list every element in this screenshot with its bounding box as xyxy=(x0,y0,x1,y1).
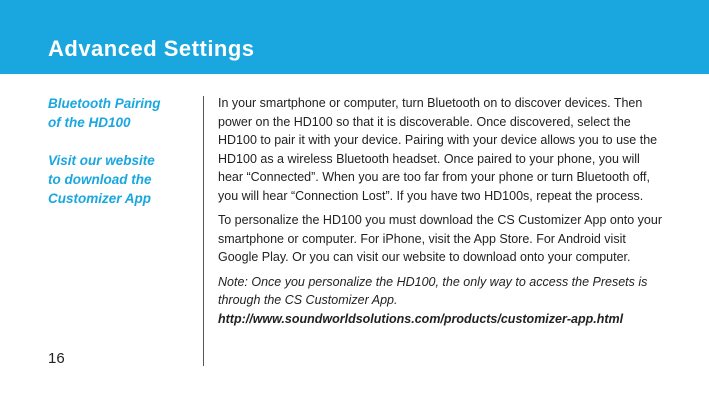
customizer-app-link[interactable]: http://www.soundworldsolutions.com/products/customizer-app.html xyxy=(218,311,624,326)
column-divider xyxy=(203,96,204,366)
paragraph-bluetooth-pairing: In your smartphone or computer, turn Bluetooth on to discover devices. Then power on the HD100 so that it is discoverable. Once discovered, select the HD100 to pair it with your device. Pairing with your device allows you to use the HD100 as a wireless Bluetooth headset. Once paired to your phone, you will hear “Connected”. When you are too far from your phone or turn Bluetooth off, you will hear “Connection Lost”. If you have two HD100s, repeat the process. xyxy=(218,96,658,203)
note xyxy=(218,273,668,329)
sidebar xyxy=(48,94,198,208)
page-title: Advanced Settings xyxy=(48,36,255,61)
page-number: 16 xyxy=(48,350,65,367)
sidebar-heading-customizer-app: Visit our website to download the Customizer App xyxy=(48,153,155,206)
page-header xyxy=(0,0,709,74)
main-content xyxy=(218,94,668,334)
sidebar-heading-bluetooth-pairing: Bluetooth Pairing of the HD100 xyxy=(48,96,161,130)
note-text: Note: Once you personalize the HD100, the only way to access the Presets is through the CS Customizer App. xyxy=(218,274,648,307)
paragraph-customizer-app: To personalize the HD100 you must download the CS Customizer App onto your smartphone or computer. For iPhone, visit the App Store. For Android visit Google Play. Or you can visit our website to download onto your computer. xyxy=(218,213,662,264)
